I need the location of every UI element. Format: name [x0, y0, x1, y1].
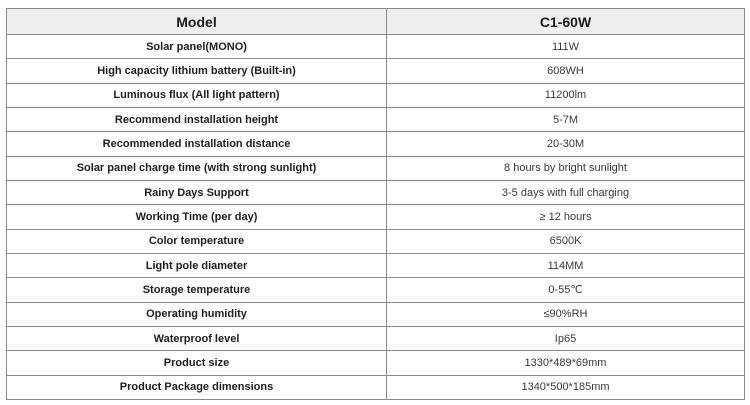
table-row — [7, 59, 745, 83]
table-row — [7, 180, 745, 204]
table-row — [7, 132, 745, 156]
row-value: 0-55℃ — [387, 278, 745, 302]
row-label: Luminous flux (All light pattern) — [7, 83, 387, 107]
spec-table — [6, 8, 745, 400]
row-label: Product size — [7, 351, 387, 375]
table-row — [7, 278, 745, 302]
row-value: Ip65 — [387, 326, 745, 350]
row-value: 1330*489*69mm — [387, 351, 745, 375]
row-value: 8 hours by bright sunlight — [387, 156, 745, 180]
table-row — [7, 351, 745, 375]
row-label: Light pole diameter — [7, 253, 387, 277]
table-row — [7, 326, 745, 350]
table-row — [7, 107, 745, 131]
row-label: Rainy Days Support — [7, 180, 387, 204]
row-label: Working Time (per day) — [7, 205, 387, 229]
row-label: Color temperature — [7, 229, 387, 253]
row-value: 114MM — [387, 253, 745, 277]
row-label: Storage temperature — [7, 278, 387, 302]
table-row — [7, 83, 745, 107]
table-row — [7, 229, 745, 253]
row-value: 111W — [387, 35, 745, 59]
row-value: 608WH — [387, 59, 745, 83]
row-label: High capacity lithium battery (Built-in) — [7, 59, 387, 83]
table-header-row — [7, 9, 745, 35]
row-label: Product Package dimensions — [7, 375, 387, 399]
table-row — [7, 156, 745, 180]
table-row — [7, 205, 745, 229]
row-value: 11200lm — [387, 83, 745, 107]
row-value: 1340*500*185mm — [387, 375, 745, 399]
row-label: Recommend installation height — [7, 107, 387, 131]
header-model-value: C1-60W — [387, 9, 745, 35]
row-label: Waterproof level — [7, 326, 387, 350]
row-value: ≥ 12 hours — [387, 205, 745, 229]
row-value: 5-7M — [387, 107, 745, 131]
row-label: Solar panel(MONO) — [7, 35, 387, 59]
row-value: 6500K — [387, 229, 745, 253]
row-value: ≤90%RH — [387, 302, 745, 326]
table-row — [7, 302, 745, 326]
table-row — [7, 35, 745, 59]
header-model-label: Model — [7, 9, 387, 35]
row-value: 3-5 days with full charging — [387, 180, 745, 204]
row-label: Solar panel charge time (with strong sunlight) — [7, 156, 387, 180]
table-row — [7, 375, 745, 399]
row-label: Recommended installation distance — [7, 132, 387, 156]
row-value: 20-30M — [387, 132, 745, 156]
row-label: Operating humidity — [7, 302, 387, 326]
table-row — [7, 253, 745, 277]
